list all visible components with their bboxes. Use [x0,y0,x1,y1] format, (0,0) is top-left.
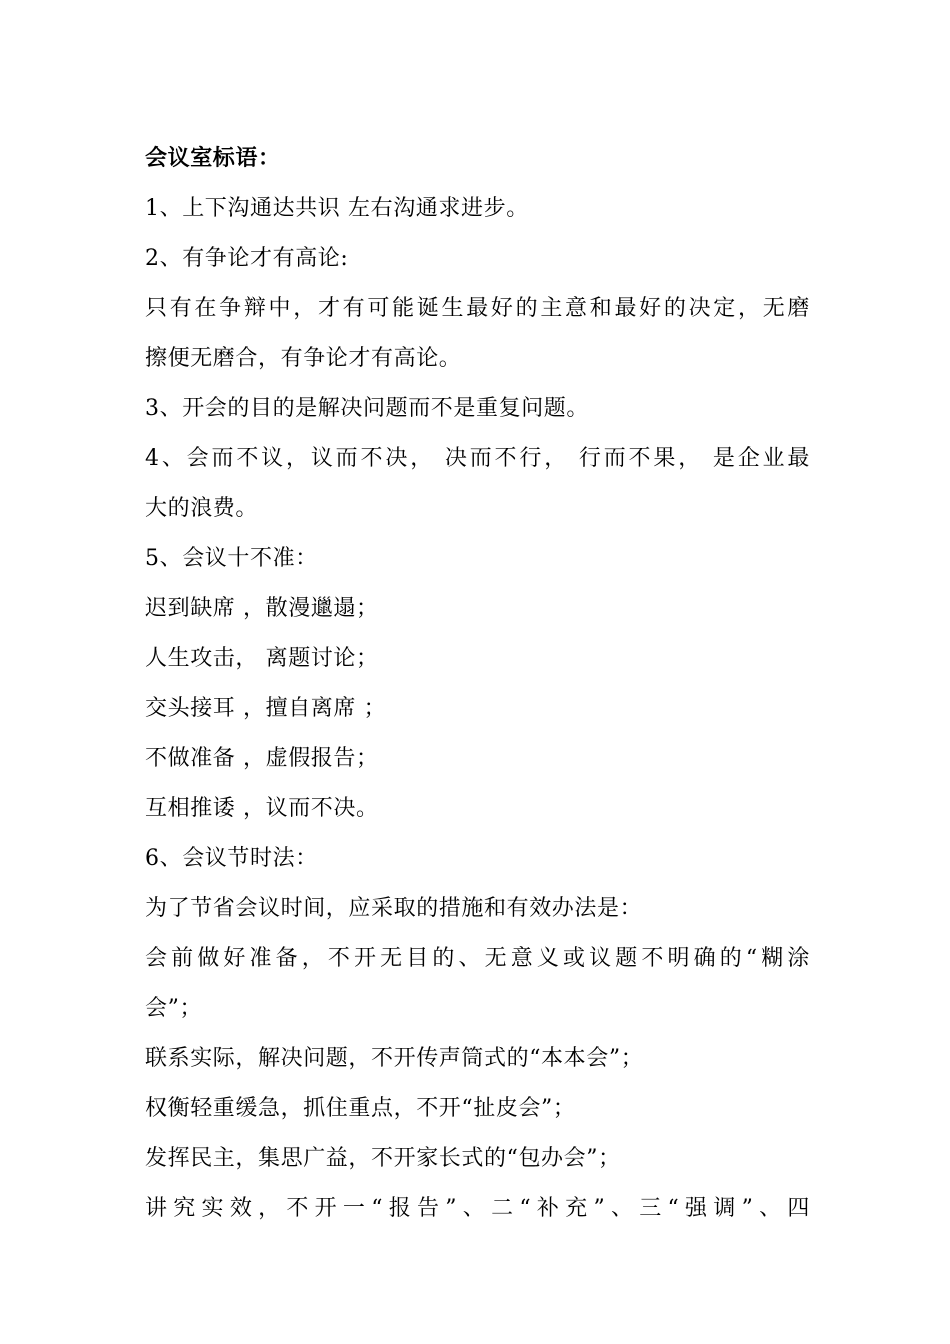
slogan-1: 1、上下沟通达共识 左右沟通求进步。 [145,196,529,221]
rule-item: 迟到缺席 ，散漫邋遢； [145,596,379,621]
rule-item: 不做准备 ，虚假报告； [145,746,379,771]
rule-item: 交头接耳 ，擅自离席 ； [145,696,387,721]
method-item-line-2: 会”； [145,996,203,1021]
method-item: 发挥民主，集思广益，不开家长式的“包办会”； [145,1146,621,1171]
slogan-4-line-2: 大的浪费。 [145,496,259,521]
rule-item: 人生攻击， 离题讨论； [145,646,379,671]
rule-item: 互相推诿 ，议而不决。 [145,796,379,821]
slogan-2-text-line-2: 擦便无磨合，有争论才有高论。 [145,346,462,371]
method-item-line-1: 会前做好准备，不开无目的、无意义或议题不明确的“糊涂 [145,946,810,971]
method-item-line-1: 讲究实效，不开一“报告”、二“补充”、三“强调”、四 [145,1196,810,1221]
document-title: 会议室标语： [145,146,281,171]
slogan-3: 3、开会的目的是解决问题而不是重复问题。 [145,396,589,421]
slogan-2-text-line-1: 只有在争辩中，才有可能诞生最好的主意和最好的决定，无磨 [145,296,810,321]
slogan-4-line-1: 4、会而不议，议而不决， 决而不行， 行而不果， 是企业最 [145,446,810,471]
slogan-2-heading: 2、有争论才有高论: [145,246,349,271]
document-body [145,134,810,1234]
method-item: 权衡轻重缓急，抓住重点，不开“扯皮会”； [145,1096,576,1121]
slogan-6-intro: 为了节省会议时间，应采取的措施和有效办法是： [145,896,643,921]
method-item: 联系实际，解决问题，不开传声筒式的“本本会”； [145,1046,644,1071]
slogan-6-heading: 6、会议节时法： [145,846,318,871]
slogan-5-heading: 5、会议十不准： [145,546,318,571]
